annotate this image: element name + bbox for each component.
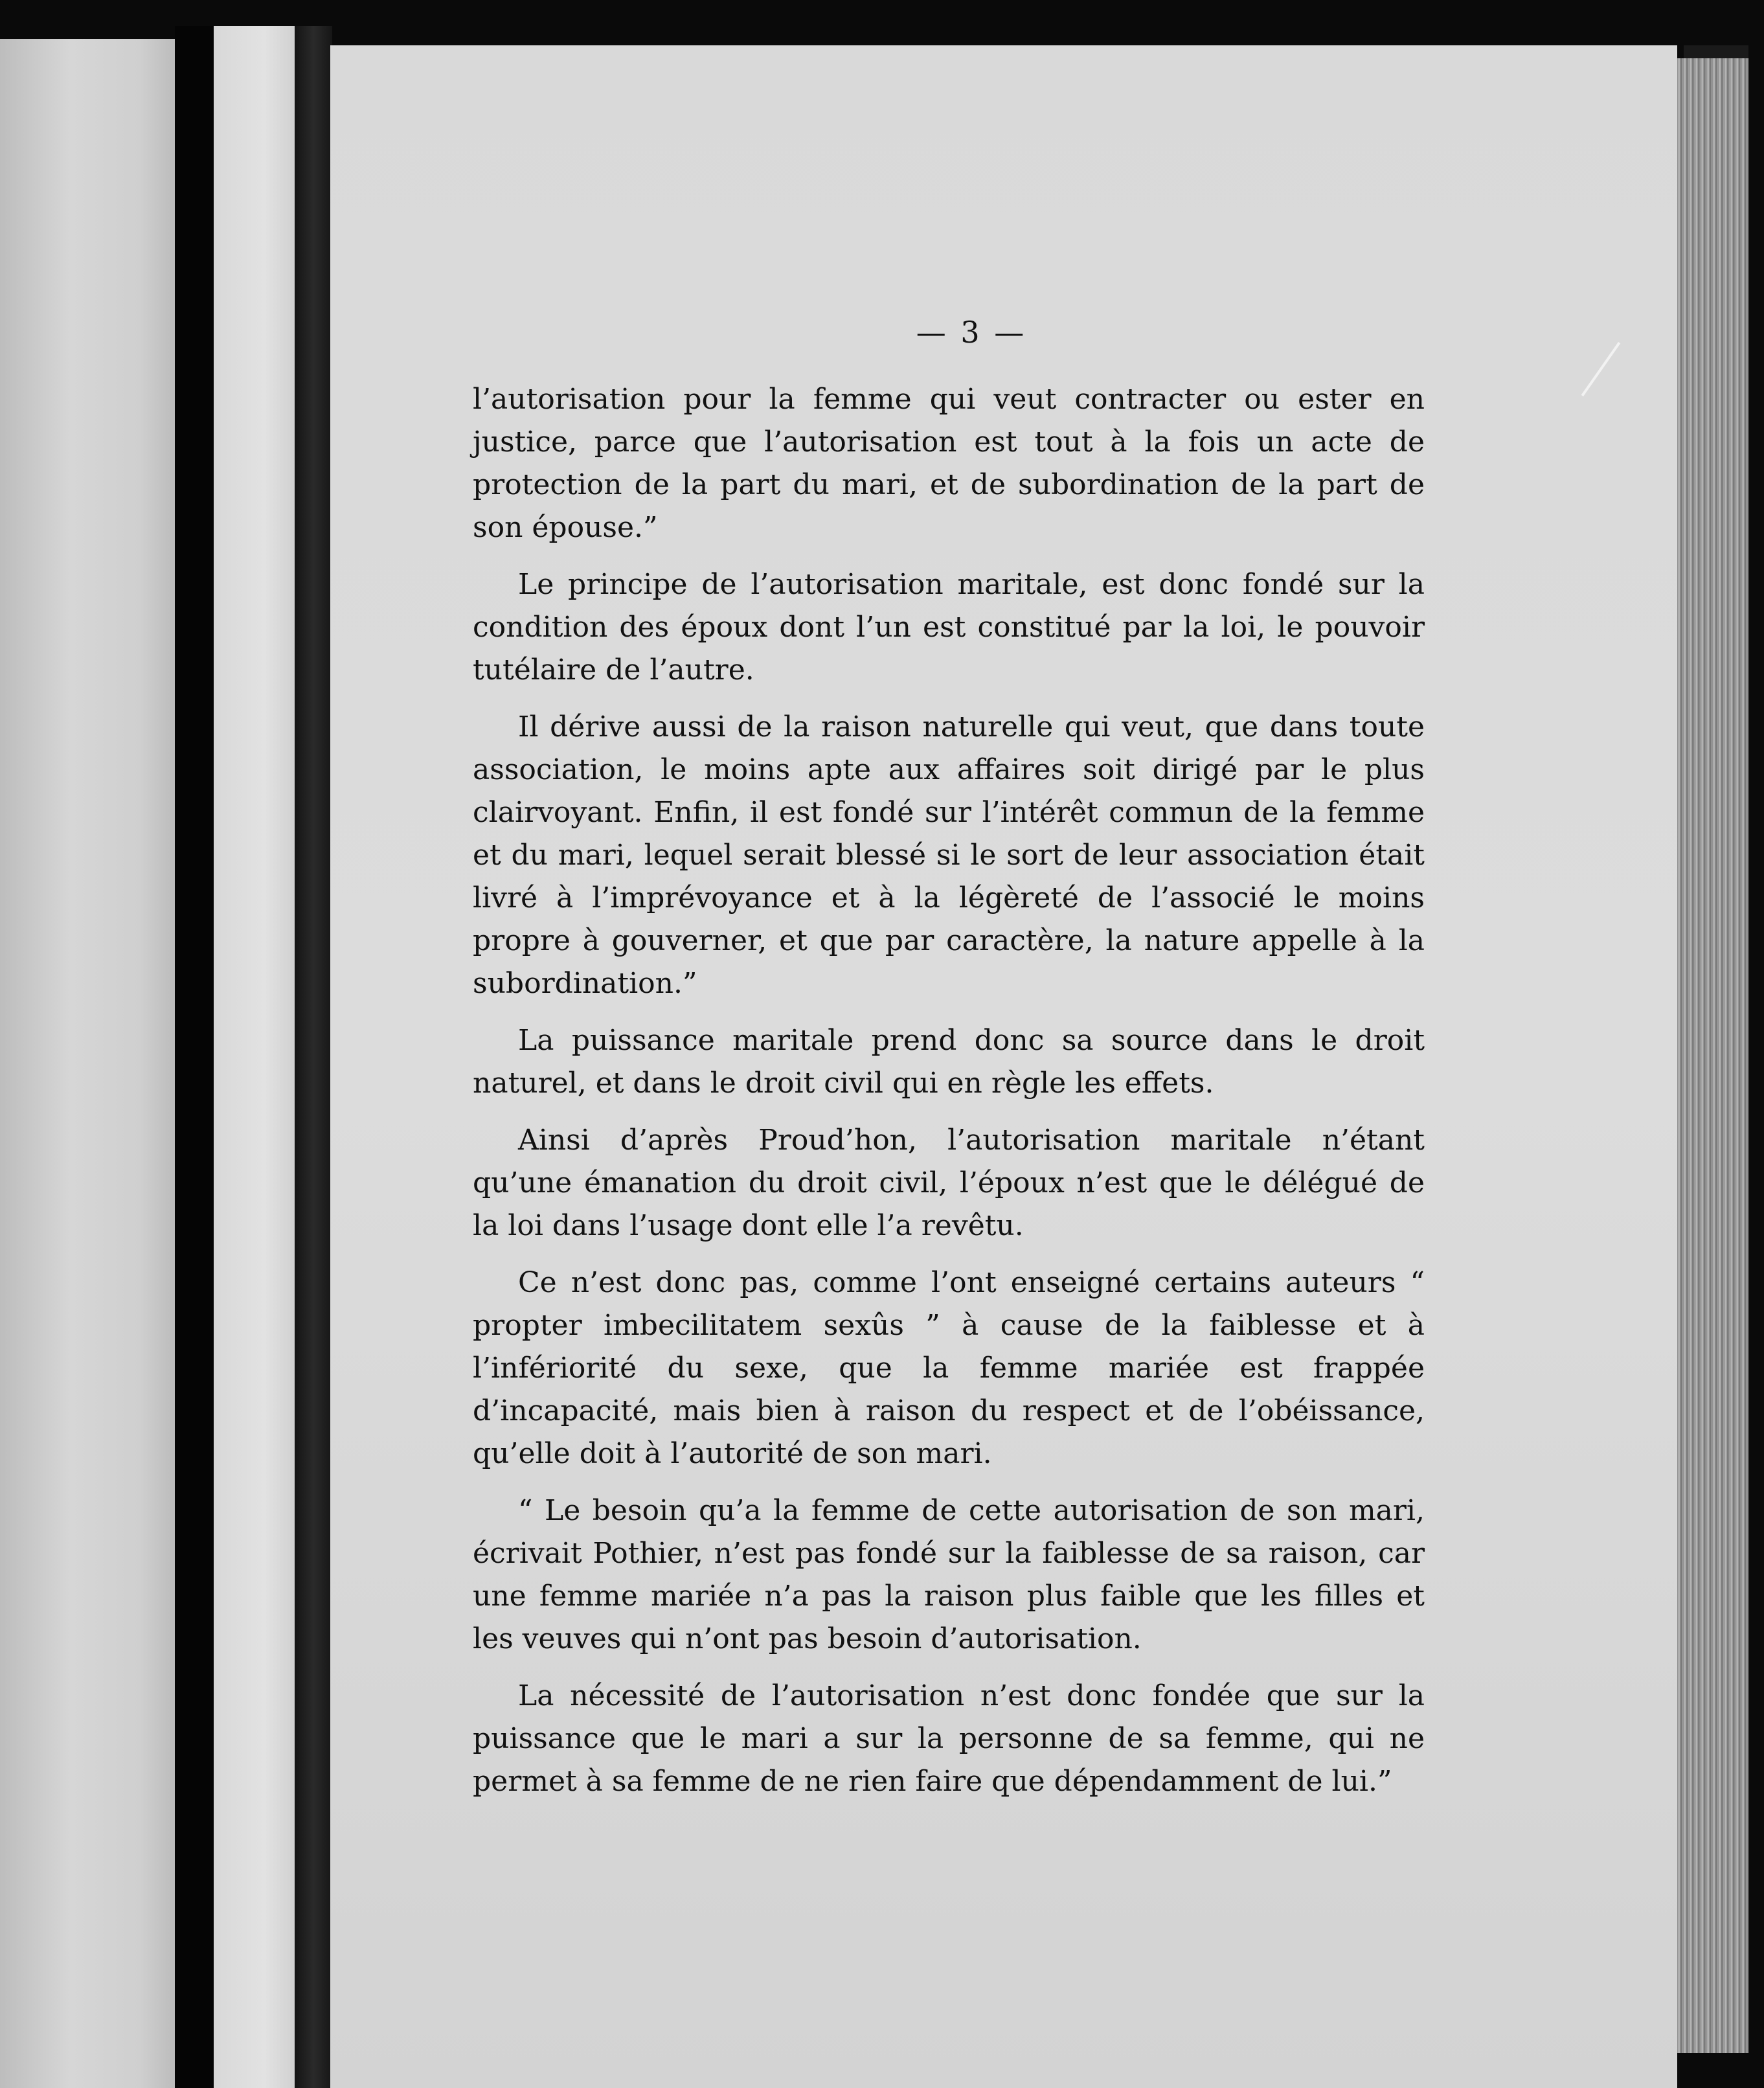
- page-number: — 3 —: [916, 315, 1027, 350]
- paragraph-7: “ Le besoin qu’a la femme de cette autorisation de son mari, écrivait Pothier, n’est pas fondé sur la faiblesse de sa raison, car une femme mariée n’a pas la raison plus faible que les filles et les veuves qui n’ont pas besoin d’autorisation.: [473, 1494, 1425, 1655]
- page-text-block: [473, 311, 1425, 1833]
- previous-page-edge: [0, 39, 175, 2088]
- paragraph-8: La nécessité de l’autorisation n’est donc fondée que sur la puissance que le mari a sur la personne de sa femme, qui ne permet à sa femme de ne rien faire que dépendamment de lui.”: [473, 1679, 1425, 1798]
- paragraph-5: Ainsi d’après Proud’hon, l’autorisation maritale n’étant qu’une émanation du droit civil, l’époux n’est que le délégué de la loi dans l’usage dont elle l’a revêtu.: [473, 1124, 1425, 1242]
- page-edge-strip: [214, 26, 298, 2088]
- paragraph-2: Le principe de l’autorisation maritale, est donc fondé sur la condition des époux dont l’un est constitué par la loi, le pouvoir tutélaire de l’autre.: [473, 568, 1425, 687]
- page-stack-edges: [1677, 58, 1748, 2053]
- paragraph-3: Il dérive aussi de la raison naturelle qui veut, que dans toute association, le moins apte aux affaires soit dirigé par le plus clairvoyant. Enfin, il est fondé sur l’intérêt commun de la femme et du mari, lequel serait blessé si le sort de leur association était livré à l’imprévoyance et à la légèreté de l’associé le moins propre à gouverner, et que par caractère, la nature appelle à la subordination.”: [473, 710, 1425, 1000]
- paragraph-6: Ce n’est donc pas, comme l’ont enseigné certains auteurs “ propter imbecilitatem sexûs ” à cause de la faiblesse et à l’infériorité du sexe, que la femme mariée est frappée d’incapacité, mais bien à raison du respect et de l’obéissance, qu’elle doit à l’autorité de son mari.: [473, 1266, 1425, 1470]
- paragraph-4: La puissance maritale prend donc sa source dans le droit naturel, et dans le droit civil qui en règle les effets.: [473, 1024, 1425, 1100]
- book-spine: [295, 26, 332, 2088]
- paragraph-1: l’autorisation pour la femme qui veut contracter ou ester en justice, parce que l’autorisation est tout à la fois un acte de protection de la part du mari, et de subordination de la part de son épouse.”: [473, 383, 1425, 544]
- gutter-shadow: [175, 26, 214, 2088]
